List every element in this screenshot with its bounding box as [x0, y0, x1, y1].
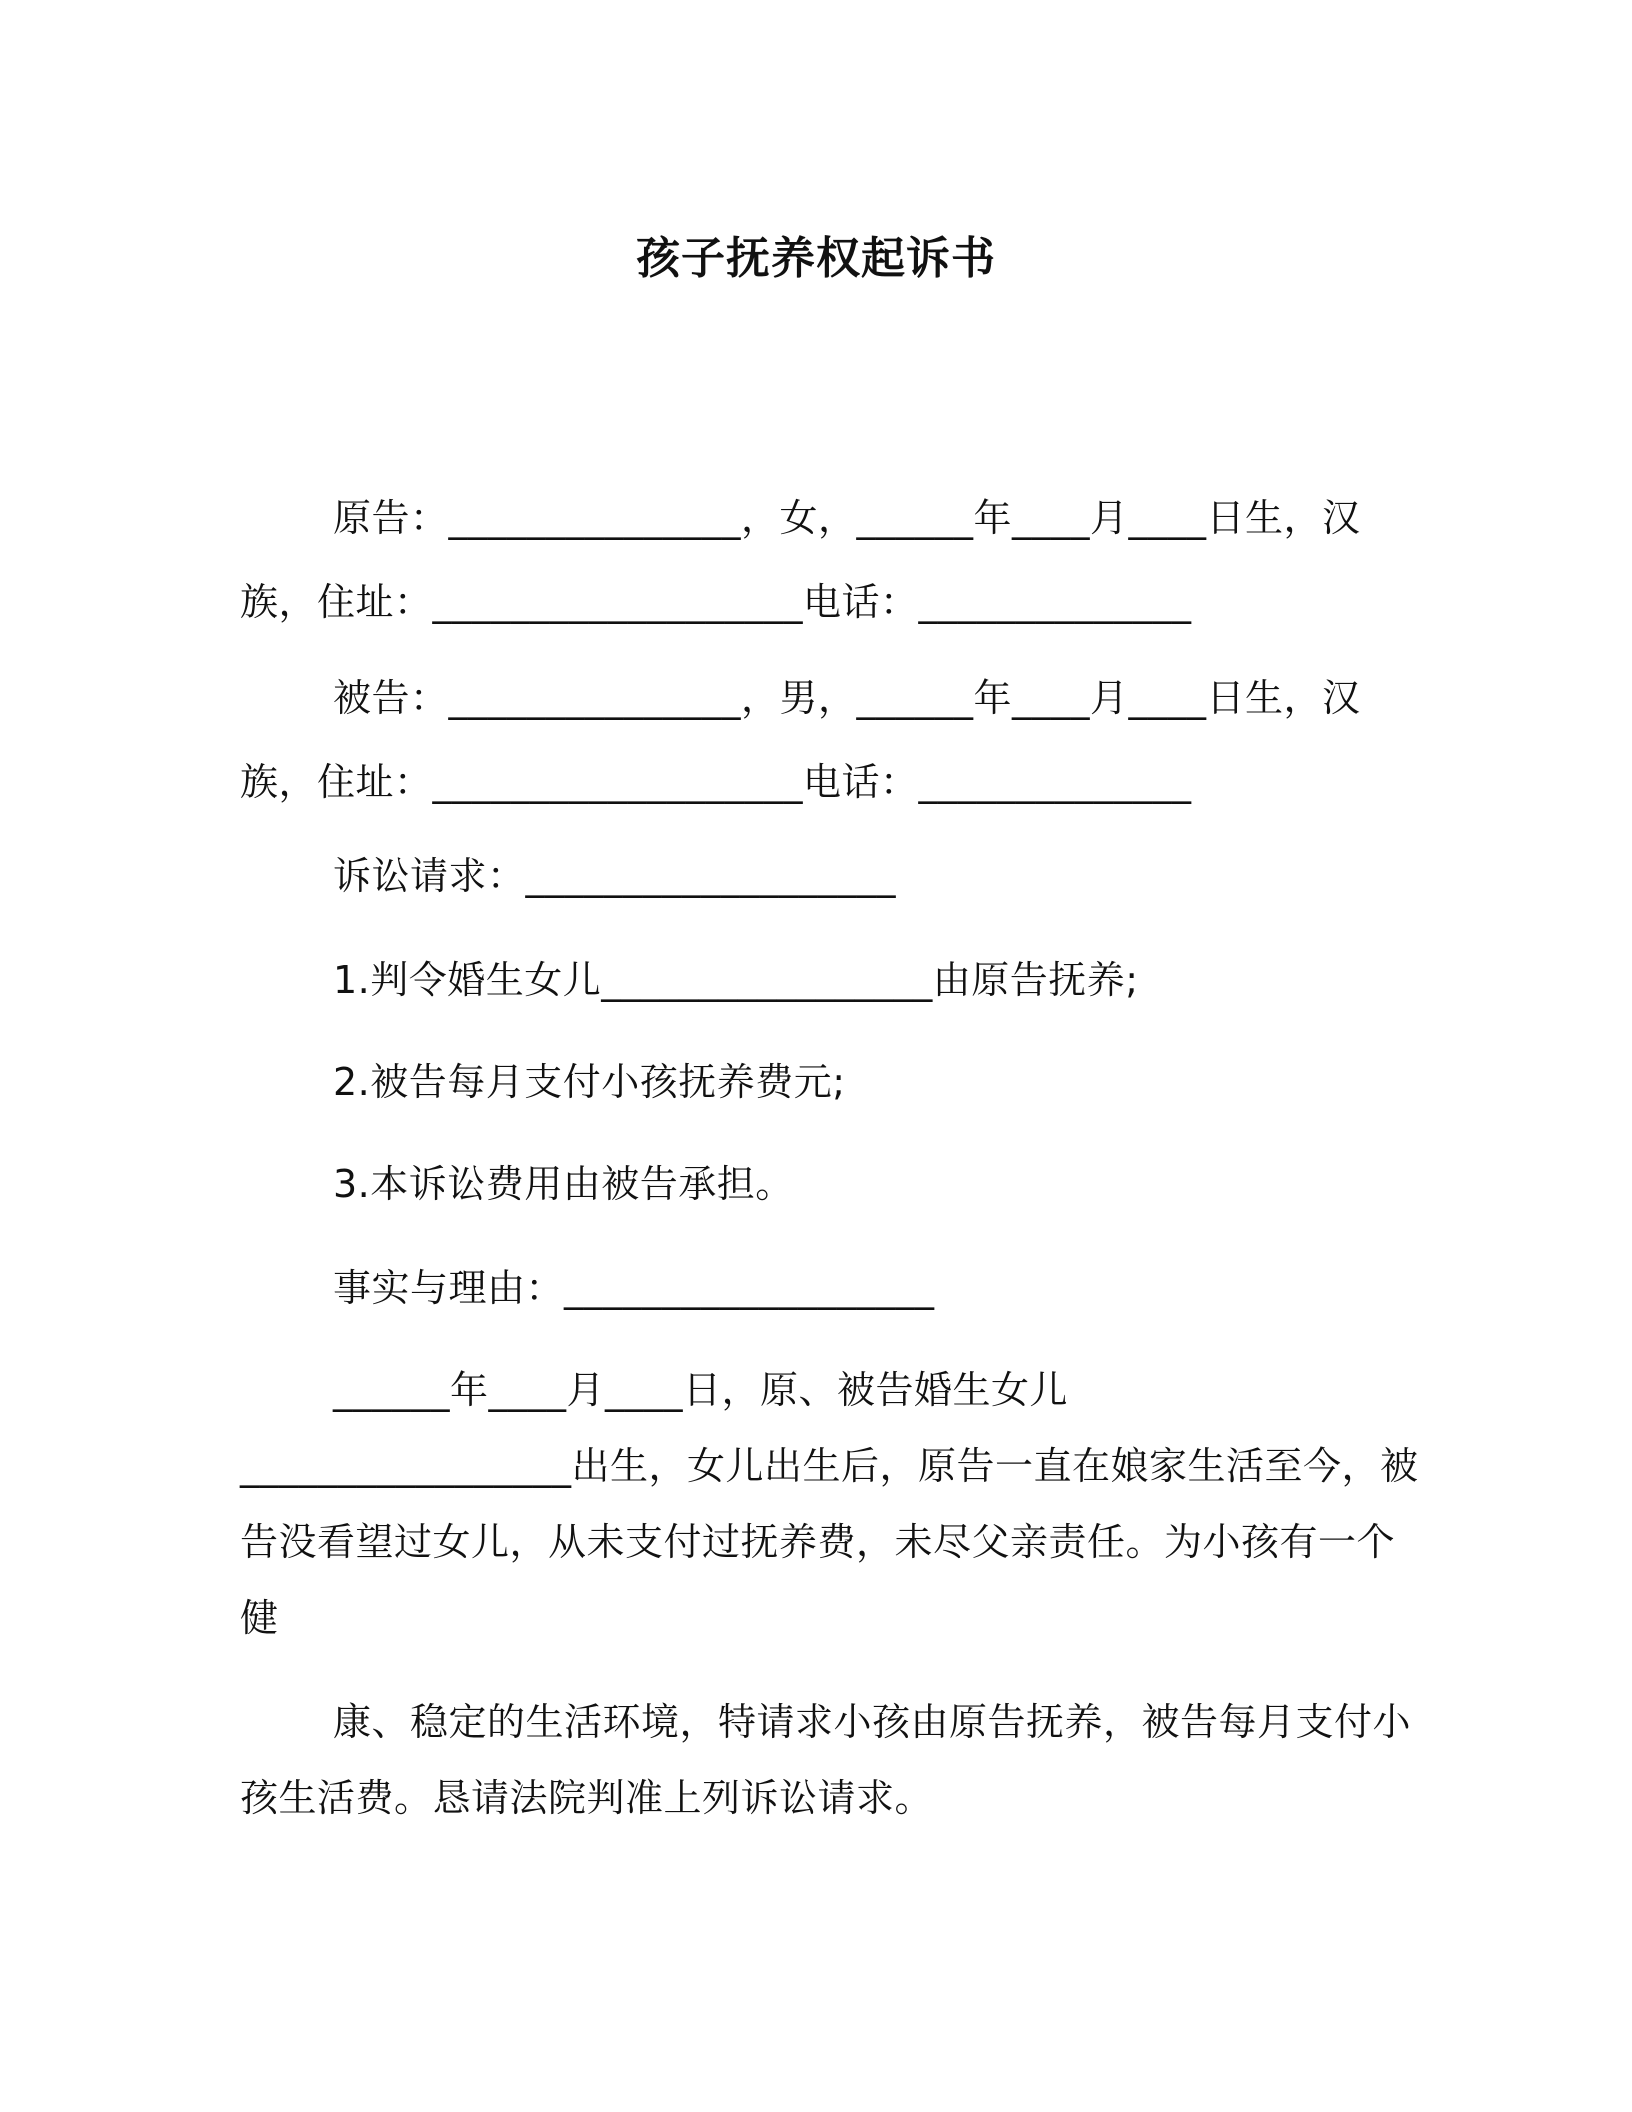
plaintiff-line-2: 族，住址：___________________电话：______________	[240, 580, 1192, 624]
facts-line-1: ______年____月____日，原、被告婚生女儿	[333, 1368, 1069, 1412]
facts-line-6: 孩生活费。恳请法院判准上列诉讼请求。	[240, 1776, 934, 1820]
defendant-line-1: 被告：_______________，男，______年____月____日生，汉	[333, 676, 1361, 720]
facts-line-5: 康、稳定的生活环境，特请求小孩由原告抚养，被告每月支付小	[333, 1700, 1412, 1744]
facts-line-3: 告没看望过女儿，从未支付过抚养费，未尽父亲责任。为小孩有一个	[240, 1520, 1396, 1564]
claim-item-2: 2.被告每月支付小孩抚养费元;	[333, 1060, 846, 1104]
claims-heading: 诉讼请求：___________________	[333, 854, 897, 898]
claim-item-1: 1.判令婚生女儿_________________由原告抚养;	[333, 958, 1139, 1002]
facts-line-4: 健	[240, 1596, 279, 1640]
facts-heading: 事实与理由：___________________	[333, 1266, 935, 1310]
defendant-line-2: 族，住址：___________________电话：______________	[240, 760, 1192, 804]
claim-item-3: 3.本诉讼费用由被告承担。	[333, 1162, 794, 1206]
document-title: 孩子抚养权起诉书	[636, 233, 996, 284]
plaintiff-line-1: 原告：_______________，女，______年____月____日生，汉	[333, 496, 1361, 540]
facts-line-2: _________________出生，女儿出生后，原告一直在娘家生活至今，被	[240, 1444, 1419, 1488]
